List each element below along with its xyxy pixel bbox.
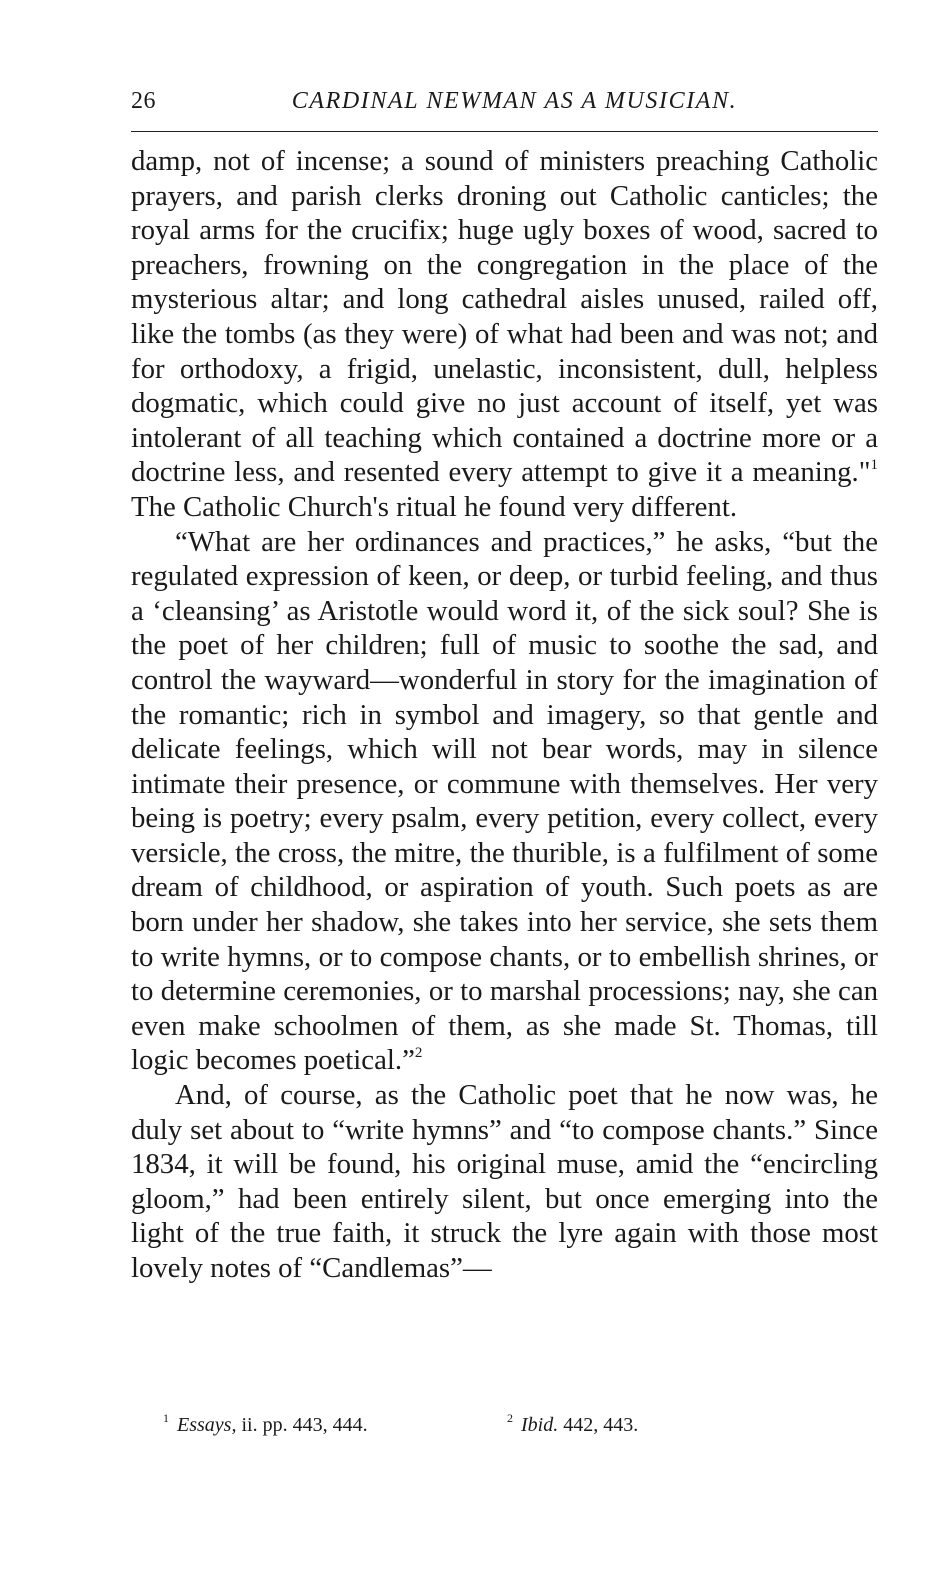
header-rule xyxy=(131,131,878,132)
running-head xyxy=(131,84,878,118)
footnote xyxy=(507,1411,638,1439)
paragraph-tail: The Catholic Church's ritual he found very different. xyxy=(131,490,738,523)
footnote xyxy=(163,1411,368,1439)
footnote-ref-text: ii. pp. 443, 444. xyxy=(236,1414,368,1436)
body-text xyxy=(131,144,878,1286)
paragraph xyxy=(131,1078,878,1286)
footnote-ref: 1 xyxy=(870,456,878,473)
paragraph-text: damp, not of incense; a sound of ministers preaching Catholic prayers, and parish clerks droning out Catholic canticles; the royal arms for the crucifix; huge ugly boxes of wood, sacred to preachers, frowning on the congregation in the place of the mysterious altar; and long cathedral aisles unused, railed off, like the tombs (as they were) of what had been and was not; and for orthodoxy, a frigid, unelastic, inconsistent, dull, helpless dogmatic, which could give no just account of itself, yet was intolerant of all teaching which contained a doctrine more or a doctrine less, and resented every attempt to give it a meaning." xyxy=(131,145,878,489)
footnote-mark: 1 xyxy=(163,1411,169,1426)
footnote-source: Ibid. xyxy=(521,1414,559,1436)
paragraph xyxy=(131,525,878,1079)
running-title: CARDINAL NEWMAN AS A MUSICIAN. xyxy=(291,88,738,114)
footnote-source: Essays, xyxy=(177,1414,237,1436)
footnote-mark: 2 xyxy=(507,1411,513,1426)
paragraph xyxy=(131,144,878,525)
paragraph-text: “What are her ordinances and practices,” he asks, “but the regulated expression of keen, or deep, or turbid feeling, and thus a ‘cleansing’ as Aristotle would word it, of the sick soul? She is the poet of her children; full of music to soothe the sad, and control the wayward—wonderful in story for the imagination of the romantic; rich in symbol and imagery, so that gentle and delicate feelings, which will not bear words, may in silence intimate their presence, or commune with themselves. Her very being is poetry; every psalm, every petition, every collect, every versicle, the cross, the mitre, the thurible, is a fulfilment of some dream of childhood, or aspiration of youth. Such poets as are born under her shadow, she takes into her service, she sets them to write hymns, or to compose chants, or to embellish shrines, or to determine ceremonies, or to marshal processions; nay, she can even make schoolmen of them, as she made St. Thomas, till logic becomes poetical.” xyxy=(131,525,878,1077)
paragraph-text: And, of course, as the Catholic poet that he now was, he duly set about to “write hymns” and “to compose chants.” Since 1834, it will be found, his original muse, amid the “encircling gloom,” had been entirely silent, but once emerging into the light of the true faith, it struck the lyre again with those most lovely notes of “Candlemas”— xyxy=(131,1079,878,1284)
footnote-ref-text: 442, 443. xyxy=(558,1414,639,1436)
footnote-ref: 2 xyxy=(414,1044,423,1061)
page-number: 26 xyxy=(131,88,156,114)
